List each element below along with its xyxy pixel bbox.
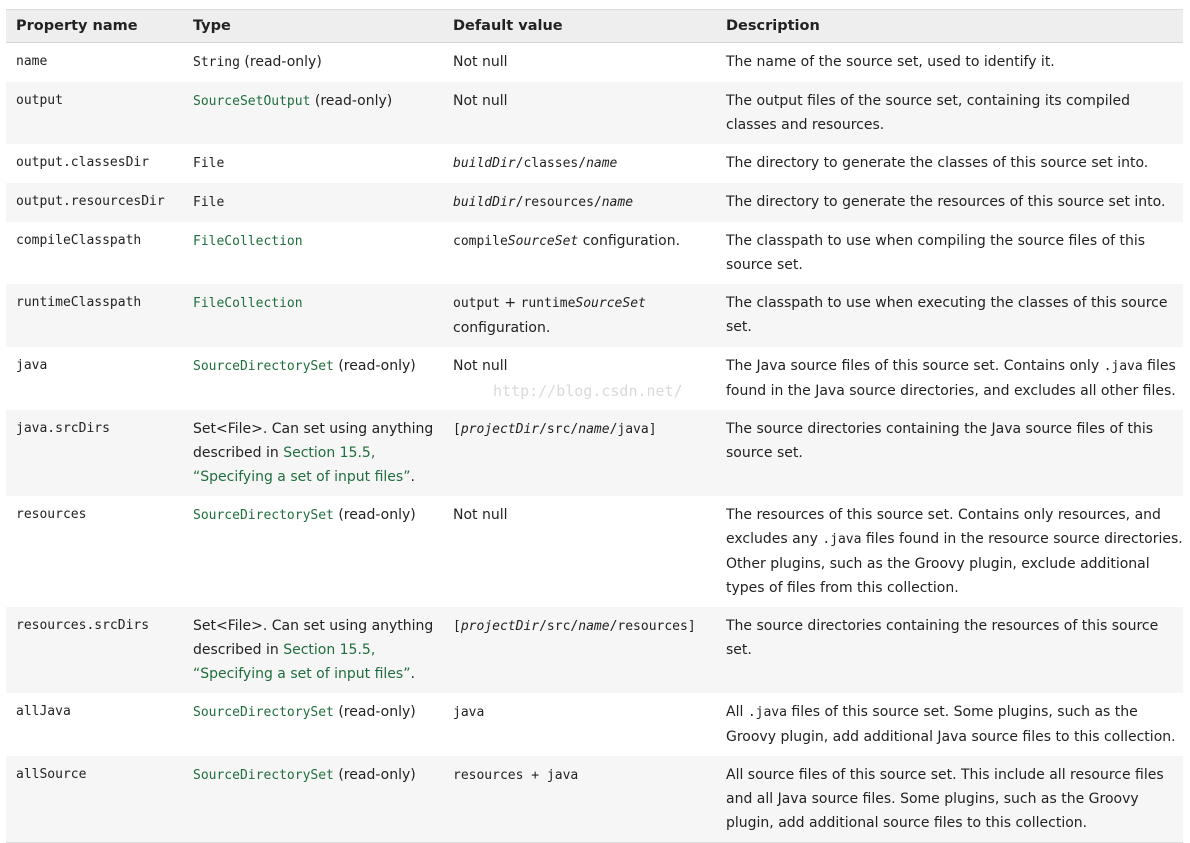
type-text: String bbox=[193, 55, 240, 70]
text-segment: The source directories containing the Java source files of this source set. bbox=[726, 421, 1154, 461]
text-segment: The resources of this source set. Contains only resources, and excludes any bbox=[726, 507, 1161, 547]
code-segment: buildDir bbox=[453, 195, 516, 210]
default-value-cell bbox=[443, 347, 716, 410]
type-link[interactable]: Section 15.5, “Specifying a set of input files” bbox=[193, 642, 411, 682]
code-segment: resources + java bbox=[453, 768, 579, 783]
type-link[interactable]: SourceDirectorySet bbox=[193, 508, 334, 523]
table-row bbox=[6, 347, 1183, 410]
text-segment: + bbox=[499, 295, 521, 311]
text-segment: The output files of the source set, containing its compiled classes and resources. bbox=[726, 93, 1131, 133]
property-name-cell: output.classesDir bbox=[16, 155, 150, 170]
property-name-cell: resources.srcDirs bbox=[16, 618, 150, 633]
table-row bbox=[6, 756, 1183, 843]
description-cell bbox=[716, 756, 1183, 843]
description-cell bbox=[716, 410, 1183, 496]
table-row bbox=[6, 284, 1183, 347]
text-segment: Not null bbox=[453, 358, 508, 374]
type-text: Set<File>. Can set using anything described in bbox=[193, 618, 434, 658]
property-name-cell: resources bbox=[16, 507, 87, 522]
table-row bbox=[6, 410, 1183, 496]
property-name-cell: compileClasspath bbox=[16, 233, 142, 248]
description-cell bbox=[716, 284, 1183, 347]
table-row bbox=[6, 183, 1183, 222]
description-cell bbox=[716, 607, 1183, 693]
column-header-property: Property name bbox=[16, 18, 138, 34]
watermark: http://blog.csdn.net/ bbox=[493, 382, 683, 400]
property-name-cell: runtimeClasspath bbox=[16, 295, 142, 310]
description-cell bbox=[716, 183, 1183, 222]
type-cell bbox=[183, 693, 443, 756]
default-value-cell bbox=[443, 43, 716, 83]
text-segment: The Java source files of this source set. Contains only bbox=[726, 358, 1104, 374]
column-header-default: Default value bbox=[453, 18, 563, 34]
type-cell bbox=[183, 607, 443, 693]
table-row bbox=[6, 222, 1183, 284]
table-row bbox=[6, 607, 1183, 693]
type-cell bbox=[183, 756, 443, 843]
default-value-cell bbox=[443, 410, 716, 496]
type-cell bbox=[183, 410, 443, 496]
header-row bbox=[6, 10, 1183, 43]
property-name-cell: java.srcDirs bbox=[16, 421, 110, 436]
text-segment: The name of the source set, used to identify it. bbox=[726, 54, 1055, 70]
property-name-cell: allSource bbox=[16, 767, 87, 782]
default-value-cell bbox=[443, 82, 716, 144]
code-segment: [ bbox=[453, 619, 461, 634]
code-segment: /resources] bbox=[609, 619, 696, 634]
type-cell bbox=[183, 284, 443, 347]
type-suffix: (read-only) bbox=[333, 704, 416, 720]
default-value-cell bbox=[443, 693, 716, 756]
text-segment: All bbox=[726, 704, 748, 720]
type-cell bbox=[183, 43, 443, 83]
table-row bbox=[6, 144, 1183, 183]
type-link[interactable]: SourceSetOutput bbox=[193, 94, 311, 109]
type-cell bbox=[183, 82, 443, 144]
text-segment: Not null bbox=[453, 93, 508, 109]
text-segment: Not null bbox=[453, 507, 508, 523]
type-text: File bbox=[193, 156, 225, 171]
code-segment: projectDir bbox=[460, 619, 540, 634]
code-segment: name bbox=[601, 195, 634, 210]
text-segment: The directory to generate the classes of this source set into. bbox=[726, 155, 1149, 171]
type-link[interactable]: Section 15.5, “Specifying a set of input files” bbox=[193, 445, 411, 485]
type-suffix: (read-only) bbox=[333, 767, 416, 783]
property-name-cell: output bbox=[16, 93, 63, 108]
code-segment: buildDir bbox=[453, 156, 516, 171]
code-segment: name bbox=[578, 422, 610, 437]
type-cell bbox=[183, 347, 443, 410]
text-segment: The directory to generate the resources of this source set into. bbox=[726, 194, 1166, 210]
code-segment: [ bbox=[453, 422, 461, 437]
description-cell bbox=[716, 496, 1183, 607]
description-cell bbox=[716, 222, 1183, 284]
table-row bbox=[6, 496, 1183, 607]
text-segment: configuration. bbox=[453, 320, 551, 336]
text-segment: files of this source set. Some plugins, such as the Groovy plugin, add additional Java source files to this collection. bbox=[726, 704, 1176, 745]
description-cell bbox=[716, 693, 1183, 756]
type-text: File bbox=[193, 195, 225, 210]
property-name-cell: output.resourcesDir bbox=[16, 194, 165, 209]
code-segment: compile bbox=[453, 234, 508, 249]
type-suffix: . bbox=[410, 469, 415, 485]
type-cell bbox=[183, 144, 443, 183]
type-cell bbox=[183, 496, 443, 607]
code-segment: /src/ bbox=[539, 619, 579, 634]
type-link[interactable]: FileCollection bbox=[193, 296, 303, 311]
code-segment: /src/ bbox=[539, 422, 579, 437]
type-cell bbox=[183, 222, 443, 284]
default-value-cell bbox=[443, 284, 716, 347]
type-suffix: (read-only) bbox=[333, 507, 416, 523]
code-segment: java bbox=[453, 705, 485, 720]
type-link[interactable]: SourceDirectorySet bbox=[193, 359, 334, 374]
type-suffix: . bbox=[410, 666, 415, 682]
property-name-cell: allJava bbox=[16, 704, 71, 719]
code-segment: SourceSet bbox=[575, 296, 646, 311]
column-header-description: Description bbox=[726, 18, 820, 34]
description-cell bbox=[716, 347, 1183, 410]
table-row bbox=[6, 82, 1183, 144]
code-segment: runtime bbox=[520, 296, 576, 311]
table-header bbox=[6, 10, 1183, 43]
type-text: Set<File>. Can set using anything described in bbox=[193, 421, 434, 461]
code-segment: /classes/ bbox=[515, 156, 587, 171]
type-cell bbox=[183, 183, 443, 222]
table-row bbox=[6, 693, 1183, 756]
property-name-cell: name bbox=[16, 54, 48, 69]
code-segment: projectDir bbox=[460, 422, 540, 437]
type-suffix: (read-only) bbox=[333, 358, 416, 374]
description-cell bbox=[716, 82, 1183, 144]
text-segment: files found in the resource source directories. Other plugins, such as the Groovy plugin, exclude additional types of files from this collection. bbox=[726, 531, 1183, 596]
description-cell bbox=[716, 144, 1183, 183]
default-value-cell bbox=[443, 756, 716, 843]
description-cell bbox=[716, 43, 1183, 83]
text-segment: configuration. bbox=[578, 233, 681, 249]
text-segment: The classpath to use when compiling the source files of this source set. bbox=[726, 233, 1146, 273]
default-value-cell bbox=[443, 144, 716, 183]
code-segment: /resources/ bbox=[515, 195, 602, 210]
text-segment: All source files of this source set. This include all resource files and all Java source files. Some plugins, such as the Groovy plugin, add additional source files to this collection. bbox=[726, 767, 1164, 831]
type-link[interactable]: SourceDirectorySet bbox=[193, 768, 334, 783]
code-segment: .java bbox=[747, 705, 787, 720]
table-body bbox=[6, 43, 1183, 843]
code-segment: /java] bbox=[609, 422, 657, 437]
default-value-cell bbox=[443, 607, 716, 693]
column-header-type: Type bbox=[193, 18, 231, 34]
table-row bbox=[6, 43, 1183, 83]
source-set-properties-table bbox=[6, 9, 1183, 843]
text-segment: Not null bbox=[453, 54, 508, 70]
type-suffix: (read-only) bbox=[310, 93, 393, 109]
type-link[interactable]: FileCollection bbox=[193, 234, 303, 249]
code-segment: name bbox=[578, 619, 610, 634]
text-segment: files found in the Java source directories, and excludes all other files. bbox=[726, 358, 1176, 399]
code-segment: output bbox=[453, 296, 500, 311]
text-segment: The classpath to use when executing the classes of this source set. bbox=[726, 295, 1168, 335]
type-link[interactable]: SourceDirectorySet bbox=[193, 705, 334, 720]
default-value-cell bbox=[443, 183, 716, 222]
code-segment: SourceSet bbox=[507, 234, 579, 249]
default-value-cell bbox=[443, 496, 716, 607]
property-name-cell: java bbox=[16, 358, 48, 373]
type-suffix: (read-only) bbox=[239, 54, 322, 70]
code-segment: .java bbox=[822, 532, 862, 547]
text-segment: The source directories containing the resources of this source set. bbox=[726, 618, 1159, 658]
properties-table-frame bbox=[6, 9, 1183, 843]
code-segment: name bbox=[586, 156, 618, 171]
default-value-cell bbox=[443, 222, 716, 284]
code-segment: .java bbox=[1103, 359, 1143, 374]
